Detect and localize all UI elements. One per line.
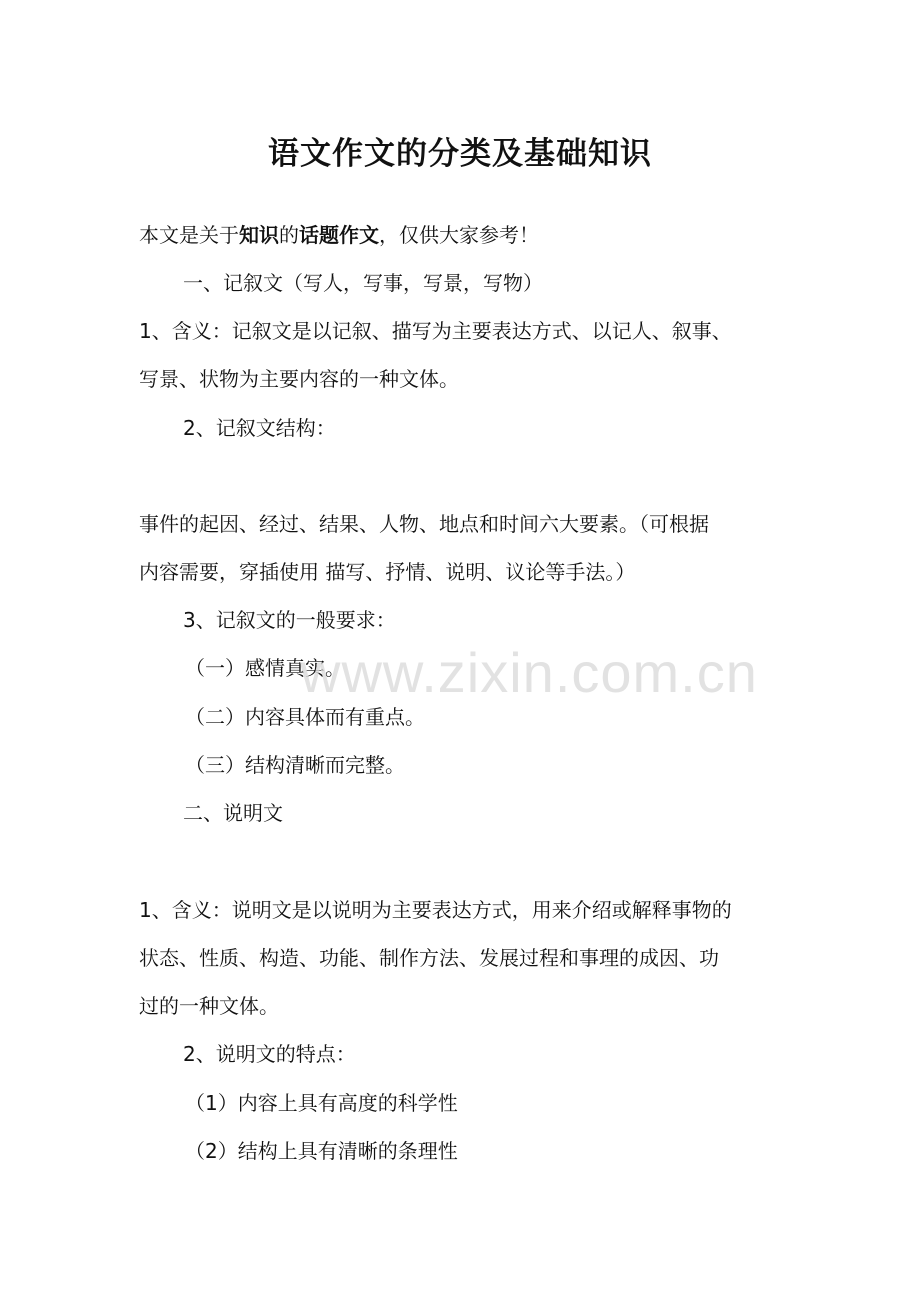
feature-item-2: （2）结构上具有清晰的条理性 [185,1139,458,1163]
narrative-definition-line-2: 写景、状物为主要内容的一种文体。 [139,367,459,391]
intro-text-2: 的 [279,223,299,247]
intro-bold-keyword-1: 知识 [239,223,279,247]
document-title: 语文作文的分类及基础知识 [268,136,652,172]
feature-item-1: （1）内容上具有高度的科学性 [185,1091,458,1115]
narrative-structure-line-1: 事件的起因、经过、结果、人物、地点和时间六大要素。（可根据 [139,512,709,536]
section-heading-expository: 二、说明文 [183,801,283,825]
requirement-item-3: （三）结构清晰而完整。 [185,753,405,777]
watermark-text: www.zixin.com.cn [300,641,758,704]
narrative-structure-heading: 2、记叙文结构： [183,416,336,440]
requirement-item-2: （二）内容具体而有重点。 [185,705,425,729]
expository-definition-line-1: 1、含义：说明文是以说明为主要表达方式，用来介绍或解释事物的 [139,898,732,922]
intro-text-1: 本文是关于 [139,223,239,247]
expository-features-heading: 2、说明文的特点： [183,1042,356,1066]
narrative-requirements-heading: 3、记叙文的一般要求： [183,608,396,632]
section-heading-narrative: 一、记叙文（写人，写事，写景，写物） [183,271,543,295]
intro-bold-keyword-2: 话题作文 [299,223,379,247]
expository-definition-line-3: 过的一种文体。 [139,994,279,1018]
narrative-definition-line-1: 1、含义：记叙文是以记叙、描写为主要表达方式、以记人、叙事、 [139,319,732,343]
narrative-structure-line-2: 内容需要，穿插使用 描写、抒情、说明、议论等手法。） [139,560,636,584]
intro-paragraph [139,221,799,249]
expository-definition-line-2: 状态、性质、构造、功能、制作方法、发展过程和事理的成因、功 [139,946,719,970]
intro-text-3: ，仅供大家参考！ [379,223,539,247]
requirement-item-1: （一）感情真实。 [185,656,345,680]
